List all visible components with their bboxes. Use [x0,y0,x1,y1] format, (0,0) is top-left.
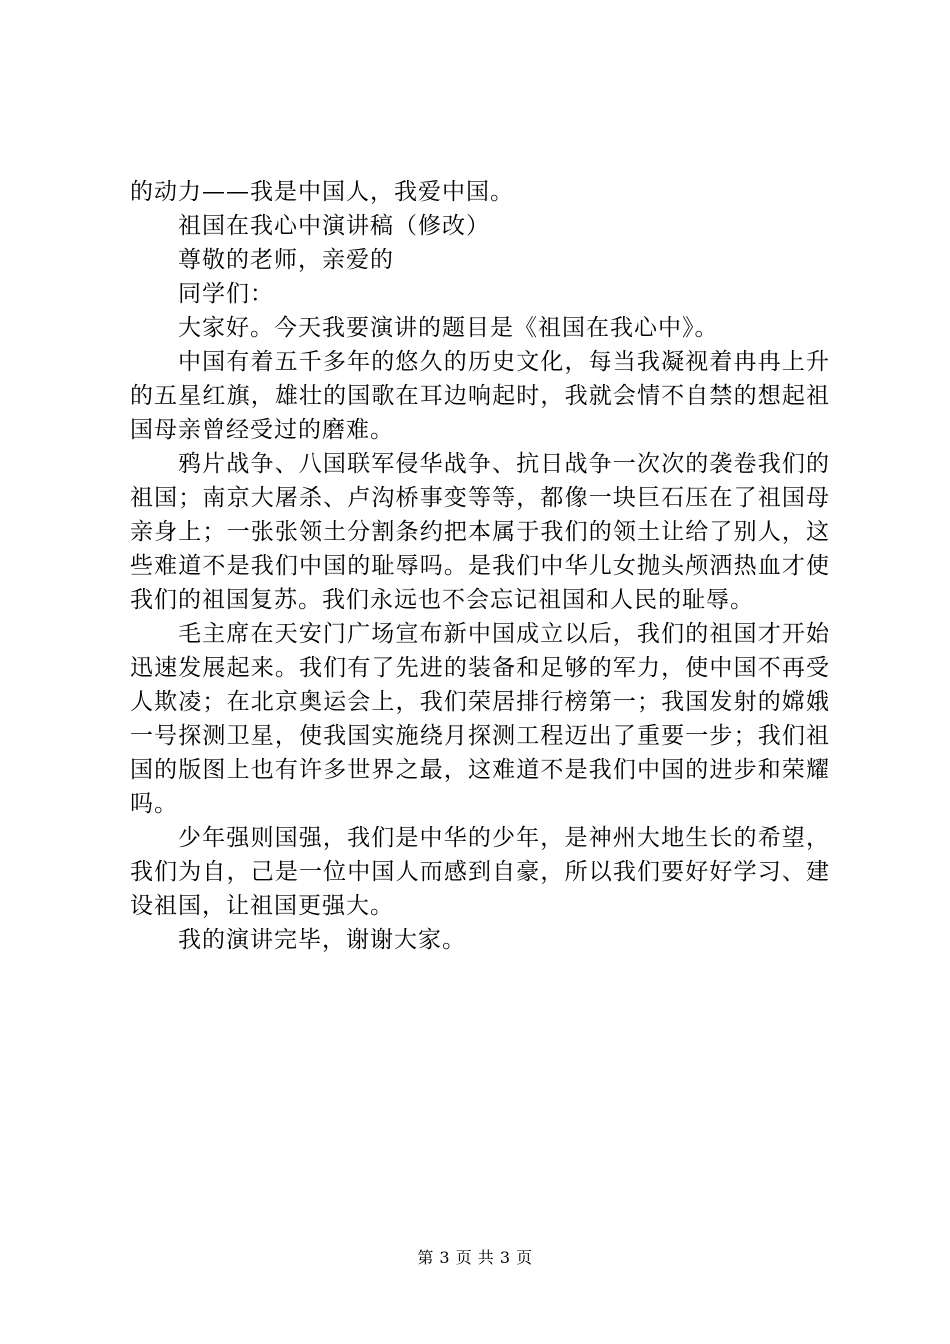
salutation-line-1: 尊敬的老师，亲爱的 [178,247,394,273]
paragraph-continuation: 的动力——我是中国人，我爱中国。 [130,179,514,205]
body-paragraph: 毛主席在天安门广场宣布新中国成立以后，我们的祖国才开始迅速发展起来。我们有了先进的装备和足够的军力，使中国不再受人欺凌；在北京奥运会上，我们荣居排行榜第一；我国发射的嫦娥一号探测卫星，使我国实施绕月探测工程迈出了重要一步；我们祖国的版图上也有许多世界之最，这难道不是我们中国的进步和荣耀吗。 [130,621,830,817]
document-body [130,175,830,957]
page-footer [0,1245,950,1268]
body-paragraph: 少年强则国强，我们是中华的少年，是神州大地生长的希望，我们为自，己是一位中国人而感到自豪，所以我们要好好学习、建设祖国，让祖国更强大。 [130,825,830,919]
body-paragraph: 中国有着五千多年的悠久的历史文化，每当我凝视着冉冉上升的五星红旗，雄壮的国歌在耳边响起时，我就会情不自禁的想起祖国母亲曾经受过的磨难。 [130,349,830,443]
greeting-paragraph: 大家好。今天我要演讲的题目是《祖国在我心中》。 [178,315,719,341]
page-number-label: 第 3 页 共 3 页 [417,1248,533,1267]
salutation-line-2: 同学们： [178,281,274,307]
speech-title: 祖国在我心中演讲稿（修改） [178,213,490,239]
closing-paragraph: 我的演讲完毕，谢谢大家。 [178,927,466,953]
body-paragraph: 鸦片战争、八国联军侵华战争、抗日战争一次次的袭卷我们的祖国；南京大屠杀、卢沟桥事变等等，都像一块巨石压在了祖国母亲身上；一张张领土分割条约把本属于我们的领土让给了别人，这些难道不是我们中国的耻辱吗。是我们中华儿女抛头颅洒热血才使我们的祖国复苏。我们永远也不会忘记祖国和人民的耻辱。 [130,451,830,613]
